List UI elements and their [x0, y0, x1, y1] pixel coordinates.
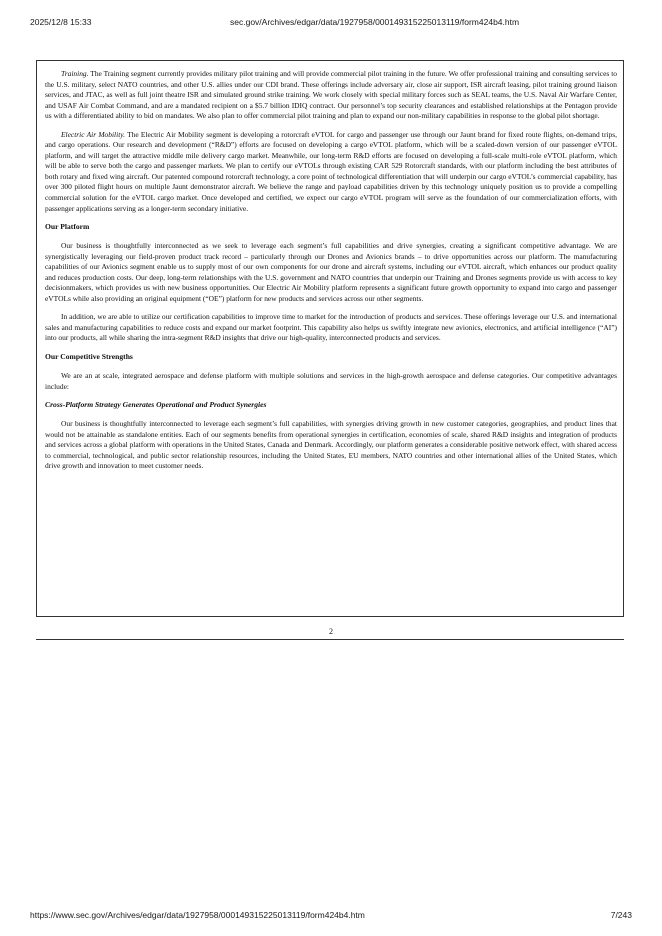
competitive-strengths-heading: Our Competitive Strengths	[45, 352, 133, 362]
print-datetime: 2025/12/8 15:33	[30, 17, 92, 27]
our-platform-heading: Our Platform	[45, 222, 90, 232]
electric-air-mobility-body: The Electric Air Mobility segment is developing a rotorcraft eVTOL for cargo and passenger use through our Jaunt brand for fixed route flights, on-demand trips, and cargo operations. Our research and development (“R&D”) efforts are focused on developing a cargo eVTOL platform, which will be a scaled-down version of our passenger eVTOL platform, and will target the attractive middle mile delivery cargo market. Meanwhile, our long-term R&D efforts are focused on developing a full-scale multi-role eVTOL platform, which will be able to serve both the cargo and passenger markets. We plan to certify our eVTOLs through existing CAR 529 Rotorcraft standards, with our platform including the best attributes of both rotary and fixed wing aircraft. Our patented compound rotorcraft technology, a core point of technological differentiation that will underpin our cargo eVTOL’s commercial capability, has over 300 piloted flight hours on multiple Jaunt demonstrator aircraft. We believe the range and payload capabilities driven by this technology uniquely position us to provide a compelling commercial solution for the eVTOL cargo market. Once developed and certified, we expect our cargo eVTOL program will serve as the foundation of our commercialization efforts, with passenger applications serving as a longer-term secondary initiative.	[45, 129, 617, 213]
page-divider-rule	[36, 639, 624, 640]
browser-print-header	[0, 0, 662, 40]
browser-print-footer	[0, 906, 662, 926]
cross-platform-heading: Cross-Platform Strategy Generates Operational and Product Synergies	[45, 400, 267, 410]
training-paragraph	[45, 69, 617, 122]
print-footer-url: https://www.sec.gov/Archives/edgar/data/1927958/000149315225013119/form424b4.htm	[30, 910, 365, 920]
document-page-frame	[36, 60, 624, 617]
electric-air-mobility-paragraph	[45, 130, 617, 214]
print-page-count: 7/243	[610, 910, 632, 920]
our-platform-paragraph-2: In addition, we are able to utilize our certification capabilities to improve time to market for the introduction of products and services. These offerings leverage our U.S. and international sales and manufacturing capabilities to reduce costs and expand our market footprint. This capability also helps us swiftly integrate new avionics, electronics, and artificial intelligence (“AI”) into our products, all while sharing the intra-segment R&D insights that drive our high-quality, interconnected products and services.	[45, 312, 617, 343]
competitive-strengths-intro: We are an at scale, integrated aerospace and defense platform with multiple solutions and services in the high-growth aerospace and defense categories. Our competitive advantages include:	[45, 371, 617, 391]
print-header-url: sec.gov/Archives/edgar/data/1927958/000149315225013119/form424b4.htm	[230, 17, 520, 27]
training-body: The Training segment currently provides military pilot training and will provide commercial pilot training in the future. We offer professional training and consulting services to the U.S. military, select NATO countries, and other U.S. allies under our CDI brand. These offerings include adversary air, close air support, ISR aircraft leasing, pilot training ground liaison services, and JTAC, as well as full joint theatre ISR and simulated ground strike training. We work closely with special military forces such as SEAL teams, the U.S. Naval Air Warfare Center, and USAF Air Combat Command, and are a mandated recipient on a $5.7 billion IDIQ contract. Our personnel’s top security clearances and established relationships at the Pentagon provide us with a differentiated ability to bid on mandates. We also plan to offer commercial pilot training and plan to expand our non-military capabilities in response to the global pilot shortage.	[45, 69, 617, 121]
our-platform-paragraph-1: Our business is thoughtfully interconnected as we seek to leverage each segment’s full capabilities and drive synergies, creating a significant competitive advantage. We are synergistically leveraging our field-proven product track record – particularly through our Drones and Avionics brands – to drive opportunities across our platform. The manufacturing capabilities of our Avionics segment enable us to supply most of our own components for our drone and aircraft systems, including our eVTOL aircraft, which enhances our product quality and reduces production costs. Our deep, long-term relationships with the U.S. government and NATO countries that underpin our Training and Drones segments provide us with access to key decisionmakers, which provides us with new business opportunities. Our Electric Air Mobility platform represents a significant future growth opportunity to expand into cargo and passenger eVTOLs while also providing an original equipment (“OE”) platform for new products and services across our other segments.	[45, 241, 617, 303]
electric-air-mobility-lead: Electric Air Mobility.	[61, 129, 126, 139]
cross-platform-paragraph: Our business is thoughtfully interconnected to leverage each segment’s full capabilities, with synergies driving growth in new customer categories, geographies, and product lines that would not be attainable as standalone entities. Each of our segments benefits from operational synergies in certification, economies of scale, shared R&D insights and integration of products and services across a global platform with operations in the United States, Canada and Denmark. Accordingly, our platform generates a considerable positive network effect, with shared access to commercial, technological, and public sector relationship resources, including the United States, EU members, NATO countries and other international allies of the United States, which drive growth and innovation to meet customer needs.	[45, 419, 617, 471]
document-page-number: 2	[329, 627, 333, 636]
training-lead: Training.	[61, 69, 89, 78]
